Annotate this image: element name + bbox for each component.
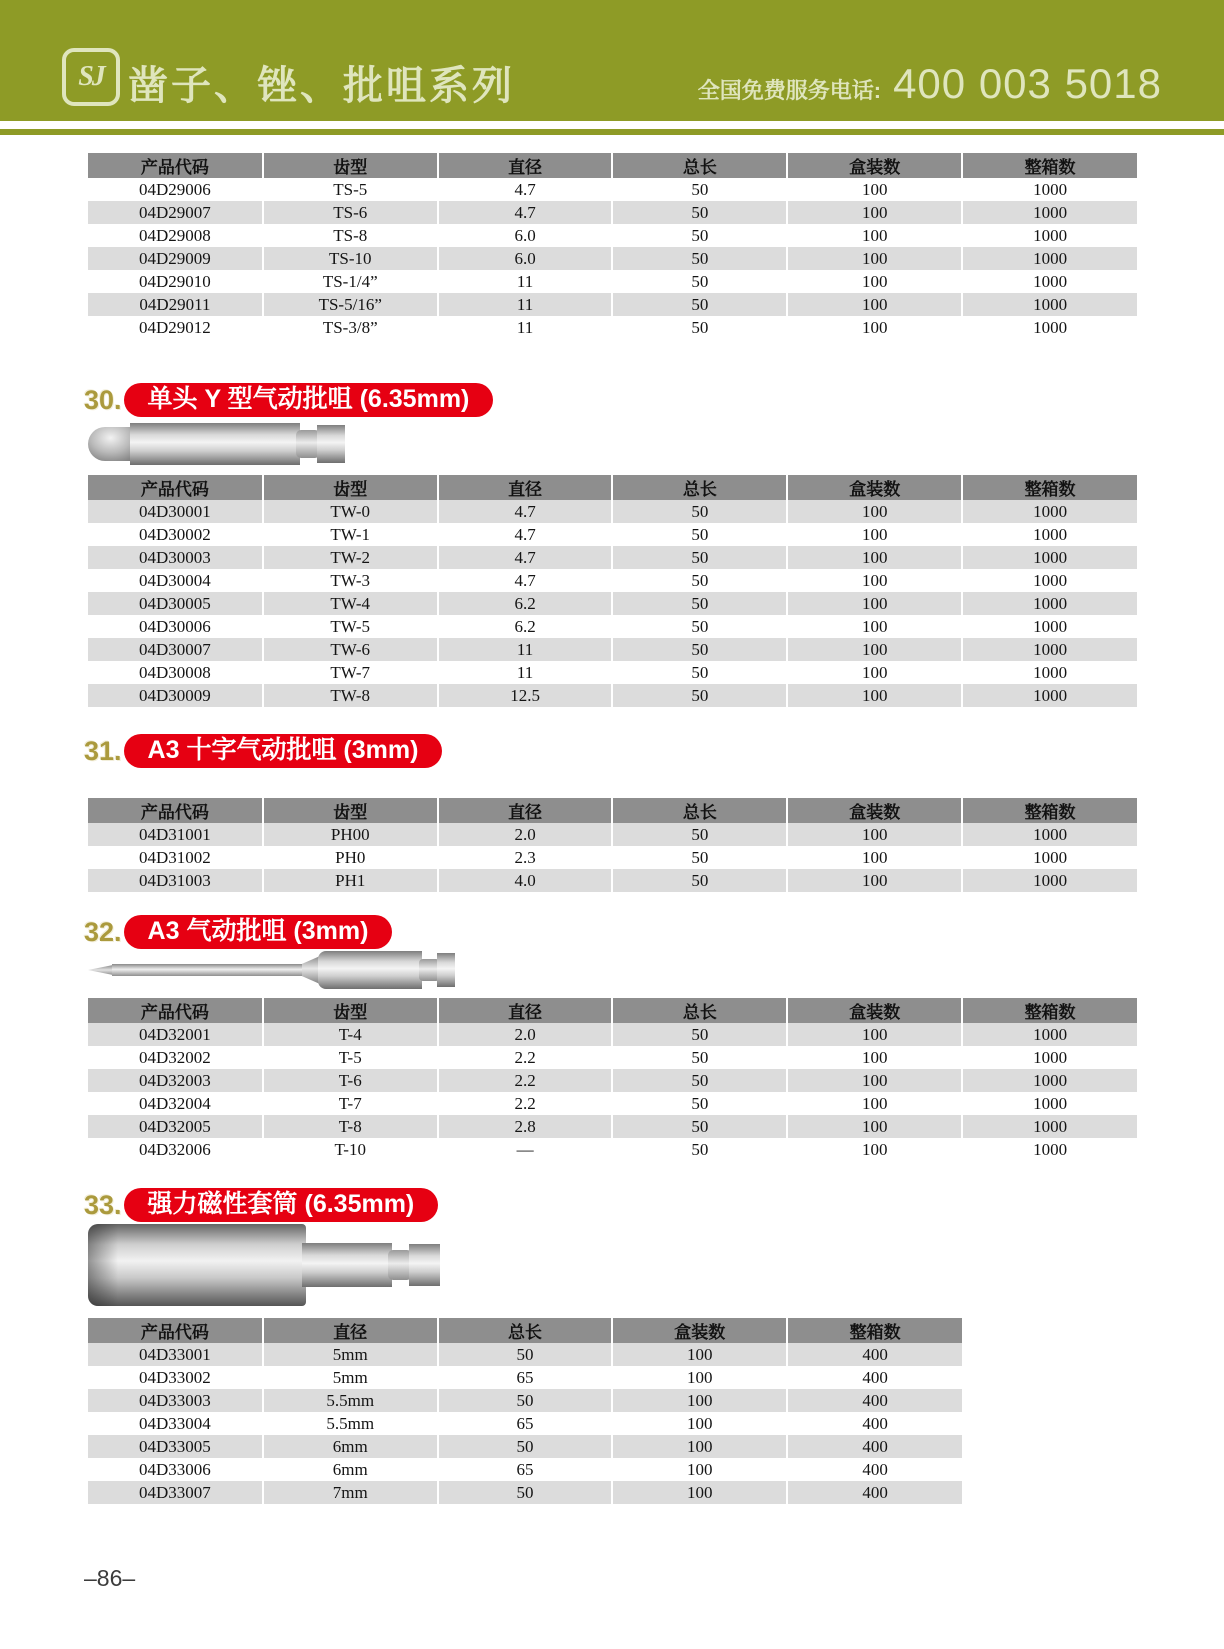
- table-header-cell: 盒装数: [787, 798, 962, 823]
- table-cell: 50: [612, 500, 787, 523]
- table-cell: 50: [612, 546, 787, 569]
- table-cell: 400: [787, 1412, 962, 1435]
- table-cell: 11: [438, 270, 613, 293]
- table-cell: 5.5mm: [263, 1389, 438, 1412]
- table-cell: TW-4: [263, 592, 438, 615]
- table-cell: 04D32002: [139, 1047, 211, 1067]
- table-row: [88, 661, 1137, 684]
- table-cell: 1000: [962, 846, 1137, 869]
- table-cell: 4.7: [438, 569, 613, 592]
- table-header-cell: 直径: [263, 1318, 438, 1343]
- table-cell: 50: [612, 592, 787, 615]
- table-cell: T-5: [263, 1046, 438, 1069]
- table-cell: 400: [787, 1481, 962, 1504]
- table-cell: 2.8: [438, 1115, 613, 1138]
- table-cell: 04D32003: [88, 1069, 263, 1092]
- table-header-cell: 盒装数: [787, 475, 962, 500]
- table-cell: 04D32005: [88, 1115, 263, 1138]
- table-cell: 04D29007: [88, 201, 263, 224]
- table-cell: 04D31002: [139, 847, 211, 867]
- table-cell: 50: [612, 1115, 787, 1138]
- table-row: [88, 638, 1137, 661]
- table-header-cell: 总长: [612, 998, 787, 1023]
- table-row: [88, 846, 1137, 869]
- table-cell: 1000: [962, 638, 1137, 661]
- table-cell: 4.7: [438, 523, 613, 546]
- table-row: [88, 546, 1137, 569]
- table-row: [88, 1458, 962, 1481]
- table-row: [88, 293, 1137, 316]
- table-header-cell: 产品代码: [88, 798, 263, 823]
- section-heading: [84, 384, 493, 416]
- table-row: [88, 1115, 1137, 1138]
- table-cell: PH00: [263, 823, 438, 846]
- table-cell: 100: [612, 1481, 787, 1504]
- table-header-cell: 整箱数: [962, 475, 1137, 500]
- table-row: [88, 592, 1137, 615]
- table-cell: 6.0: [438, 224, 613, 247]
- product-image-magnetic-socket: [88, 1224, 440, 1306]
- table-row: [88, 1138, 1137, 1161]
- table-cell: 04D33006: [139, 1459, 211, 1479]
- table-cell: T-7: [263, 1092, 438, 1115]
- table-header-cell: 齿型: [263, 798, 438, 823]
- table-cell: 11: [438, 316, 613, 339]
- section-number: 32.: [84, 916, 122, 947]
- table-row: [88, 1092, 1137, 1115]
- table-cell: 04D33007: [88, 1481, 263, 1504]
- table-cell: 400: [787, 1389, 962, 1412]
- table-cell: 50: [612, 178, 787, 201]
- table-row: [88, 500, 1137, 523]
- brand-logo-text: SJ: [78, 61, 104, 92]
- table-header-cell: 总长: [438, 1318, 613, 1343]
- table-cell: 1000: [962, 1092, 1137, 1115]
- table-cell: 1000: [962, 823, 1137, 846]
- table-cell: 50: [612, 201, 787, 224]
- table-cell: TW-2: [263, 546, 438, 569]
- table-row: [88, 1389, 962, 1412]
- table-cell: 1000: [962, 316, 1137, 339]
- table-cell: 100: [612, 1343, 787, 1366]
- table-cell: 2.2: [438, 1092, 613, 1115]
- table-cell: 04D29010: [139, 271, 211, 291]
- table-cell: TW-0: [263, 500, 438, 523]
- table-row: [88, 523, 1137, 546]
- table-cell: PH0: [263, 846, 438, 869]
- table-cell: TS-10: [263, 247, 438, 270]
- table-cell: T-4: [263, 1023, 438, 1046]
- table-cell: TS-1/4”: [263, 270, 438, 293]
- table-cell: 100: [787, 846, 962, 869]
- table-cell: 65: [438, 1458, 613, 1481]
- table-cell: TW-6: [263, 638, 438, 661]
- table-cell: 50: [612, 1138, 787, 1161]
- table-cell: 1000: [962, 661, 1137, 684]
- table-cell: 400: [787, 1343, 962, 1366]
- table-cell: 04D33005: [88, 1435, 263, 1458]
- table-header-cell: 产品代码: [88, 475, 263, 500]
- table-cell: 100: [787, 224, 962, 247]
- section-heading: [84, 1189, 438, 1221]
- table-header-cell: 直径: [438, 475, 613, 500]
- table-cell: 50: [612, 869, 787, 892]
- table-cell: TS-8: [263, 224, 438, 247]
- table-cell: 1000: [962, 1115, 1137, 1138]
- table-cell: T-8: [263, 1115, 438, 1138]
- table-header-cell: 直径: [438, 153, 613, 178]
- table-cell: 1000: [962, 569, 1137, 592]
- table-header-cell: 齿型: [263, 153, 438, 178]
- product-image-y-type-pneumatic-bit: [88, 423, 345, 465]
- table-cell: 100: [787, 638, 962, 661]
- table-cell: 04D29008: [139, 225, 211, 245]
- table-cell: 1000: [962, 1138, 1137, 1161]
- table-cell: 50: [612, 1046, 787, 1069]
- table-cell: 100: [787, 270, 962, 293]
- table-cell: 1000: [962, 592, 1137, 615]
- table-header-cell: 盒装数: [787, 153, 962, 178]
- table-cell: 50: [438, 1343, 613, 1366]
- table-cell: TW-8: [263, 684, 438, 707]
- table-cell: 04D30005: [88, 592, 263, 615]
- table-cell: 2.2: [438, 1069, 613, 1092]
- table-row: [88, 1366, 962, 1389]
- table-cell: 50: [612, 523, 787, 546]
- table-cell: TS-6: [263, 201, 438, 224]
- table-cell: 100: [787, 1092, 962, 1115]
- table-header-cell: 总长: [612, 153, 787, 178]
- table-cell: 04D29012: [139, 317, 211, 337]
- table-cell: 100: [787, 546, 962, 569]
- table-cell: 4.7: [438, 500, 613, 523]
- table-cell: 04D30002: [139, 524, 211, 544]
- table-cell: 50: [612, 661, 787, 684]
- table-cell: 50: [612, 247, 787, 270]
- table-row: [88, 1412, 962, 1435]
- table-cell: 7mm: [263, 1481, 438, 1504]
- table-header-cell: 整箱数: [787, 1318, 962, 1343]
- table-row: [88, 1069, 1137, 1092]
- table-cell: 100: [787, 1069, 962, 1092]
- table-cell: 1000: [962, 869, 1137, 892]
- table-cell: 50: [612, 270, 787, 293]
- table-cell: 1000: [962, 546, 1137, 569]
- table-cell: 400: [787, 1458, 962, 1481]
- table-cell: 1000: [962, 1069, 1137, 1092]
- table-cell: 50: [612, 684, 787, 707]
- table-cell: 100: [787, 823, 962, 846]
- table-cell: 100: [787, 201, 962, 224]
- table-cell: TW-5: [263, 615, 438, 638]
- table-cell: 1000: [962, 615, 1137, 638]
- section-title-pill: 强力磁性套筒 (6.35mm): [124, 1188, 439, 1222]
- table-cell: 04D31001: [88, 823, 263, 846]
- table-cell: 400: [787, 1435, 962, 1458]
- product-image-torx-pneumatic-bit: [88, 951, 455, 989]
- table-header-cell: 整箱数: [962, 153, 1137, 178]
- table-cell: 04D33004: [139, 1413, 211, 1433]
- table-cell: 2.2: [438, 1046, 613, 1069]
- table-row: [88, 1343, 962, 1366]
- table-cell: 04D30008: [139, 662, 211, 682]
- table-cell: 04D32001: [88, 1023, 263, 1046]
- table-cell: 1000: [962, 523, 1137, 546]
- table-cell: 1000: [962, 500, 1137, 523]
- table-header-cell: 总长: [612, 475, 787, 500]
- table-cell: TS-5: [263, 178, 438, 201]
- table-cell: TW-7: [263, 661, 438, 684]
- table-cell: 100: [787, 869, 962, 892]
- table-cell: 04D30007: [88, 638, 263, 661]
- table-row: [88, 1023, 1137, 1046]
- table-header-cell: 产品代码: [88, 153, 263, 178]
- table-cell: 04D29009: [88, 247, 263, 270]
- table-cell: 400: [787, 1366, 962, 1389]
- table-cell: 100: [787, 178, 962, 201]
- table-header-cell: 总长: [612, 798, 787, 823]
- section-number: 30.: [84, 384, 122, 415]
- table-header-cell: 直径: [438, 998, 613, 1023]
- table-cell: 1000: [962, 1046, 1137, 1069]
- table-row: [88, 178, 1137, 201]
- table-row: [88, 247, 1137, 270]
- table-cell: 65: [438, 1366, 613, 1389]
- table-cell: 11: [438, 638, 613, 661]
- table-cell: TW-3: [263, 569, 438, 592]
- table-header-cell: 整箱数: [962, 998, 1137, 1023]
- page-number: –86–: [84, 1565, 136, 1591]
- section-title-pill: A3 气动批咀 (3mm): [124, 915, 393, 949]
- table-cell: 50: [612, 293, 787, 316]
- table-cell: 6mm: [263, 1435, 438, 1458]
- service-phone: [698, 60, 1162, 108]
- table-cell: 6.2: [438, 615, 613, 638]
- table-row: [88, 270, 1137, 293]
- table-header-cell: 盒装数: [787, 998, 962, 1023]
- table-cell: 100: [787, 661, 962, 684]
- product-table: [88, 798, 1137, 892]
- table-cell: 65: [438, 1412, 613, 1435]
- table-cell: 50: [612, 638, 787, 661]
- page-title: 凿子、锉、批咀系列: [128, 64, 515, 108]
- table-cell: 5mm: [263, 1366, 438, 1389]
- table-row: [88, 615, 1137, 638]
- table-header-cell: 盒装数: [612, 1318, 787, 1343]
- table-cell: TS-3/8”: [263, 316, 438, 339]
- table-cell: TS-5/16”: [263, 293, 438, 316]
- table-cell: 100: [612, 1366, 787, 1389]
- table-row: [88, 224, 1137, 247]
- table-header-cell: 整箱数: [962, 798, 1137, 823]
- table-cell: 100: [787, 1115, 962, 1138]
- section-number: 33.: [84, 1189, 122, 1220]
- table-cell: 11: [438, 661, 613, 684]
- table-cell: 1000: [962, 270, 1137, 293]
- table-header-cell: 直径: [438, 798, 613, 823]
- table-cell: 04D29006: [139, 179, 211, 199]
- table-cell: 1000: [962, 1023, 1137, 1046]
- table-cell: 12.5: [438, 684, 613, 707]
- table-cell: 04D31003: [88, 869, 263, 892]
- table-cell: 50: [438, 1389, 613, 1412]
- table-cell: 50: [612, 615, 787, 638]
- table-cell: 50: [438, 1481, 613, 1504]
- section-title-pill: A3 十字气动批咀 (3mm): [124, 734, 443, 768]
- table-cell: 6mm: [263, 1458, 438, 1481]
- product-table: [88, 153, 1137, 339]
- table-cell: 1000: [962, 684, 1137, 707]
- phone-number: 400 003 5018: [893, 60, 1162, 107]
- table-cell: 1000: [962, 247, 1137, 270]
- table-cell: 100: [787, 293, 962, 316]
- table-row: [88, 1481, 962, 1504]
- table-cell: 100: [787, 523, 962, 546]
- table-cell: 1000: [962, 201, 1137, 224]
- table-cell: 4.7: [438, 201, 613, 224]
- table-cell: —: [438, 1138, 613, 1161]
- table-cell: 04D30001: [88, 500, 263, 523]
- table-cell: 1000: [962, 293, 1137, 316]
- table-cell: 100: [787, 247, 962, 270]
- table-cell: 2.0: [438, 1023, 613, 1046]
- table-cell: 04D33001: [88, 1343, 263, 1366]
- table-cell: 4.7: [438, 178, 613, 201]
- table-cell: 100: [787, 569, 962, 592]
- table-cell: 100: [787, 615, 962, 638]
- table-cell: 2.3: [438, 846, 613, 869]
- table-header-cell: 产品代码: [88, 998, 263, 1023]
- product-table: [88, 998, 1137, 1161]
- table-cell: 100: [787, 1023, 962, 1046]
- table-cell: 100: [787, 684, 962, 707]
- table-cell: PH1: [263, 869, 438, 892]
- table-cell: 2.0: [438, 823, 613, 846]
- table-cell: 100: [612, 1389, 787, 1412]
- table-row: [88, 1046, 1137, 1069]
- table-cell: 6.0: [438, 247, 613, 270]
- table-cell: 04D30006: [139, 616, 211, 636]
- table-header-cell: 齿型: [263, 475, 438, 500]
- table-cell: TW-1: [263, 523, 438, 546]
- table-cell: 100: [787, 500, 962, 523]
- table-cell: 100: [612, 1435, 787, 1458]
- table-cell: 50: [612, 846, 787, 869]
- table-cell: 04D30009: [88, 684, 263, 707]
- table-cell: 04D30003: [88, 546, 263, 569]
- table-cell: 1000: [962, 224, 1137, 247]
- table-cell: 04D33002: [139, 1367, 211, 1387]
- table-cell: 50: [612, 316, 787, 339]
- phone-label: 全国免费服务电话:: [697, 78, 882, 103]
- brand-logo: [62, 48, 120, 106]
- table-row: [88, 201, 1137, 224]
- table-cell: 100: [787, 1046, 962, 1069]
- table-cell: 04D33003: [88, 1389, 263, 1412]
- table-header-cell: 齿型: [263, 998, 438, 1023]
- section-heading: [84, 916, 392, 948]
- table-cell: 50: [612, 1092, 787, 1115]
- table-cell: T-10: [263, 1138, 438, 1161]
- table-cell: 1000: [962, 178, 1137, 201]
- table-header-cell: 产品代码: [88, 1318, 263, 1343]
- section-title-pill: 单头 Y 型气动批咀 (6.35mm): [124, 383, 494, 417]
- table-cell: 100: [787, 592, 962, 615]
- table-cell: 5.5mm: [263, 1412, 438, 1435]
- table-cell: 50: [612, 569, 787, 592]
- section-number: 31.: [84, 735, 122, 766]
- table-cell: 04D32006: [139, 1139, 211, 1159]
- table-row: [88, 569, 1137, 592]
- table-cell: 5mm: [263, 1343, 438, 1366]
- table-cell: 4.7: [438, 546, 613, 569]
- table-row: [88, 316, 1137, 339]
- table-cell: 04D29011: [88, 293, 263, 316]
- table-cell: 50: [612, 1023, 787, 1046]
- table-cell: 4.0: [438, 869, 613, 892]
- table-cell: 100: [612, 1412, 787, 1435]
- table-cell: 100: [787, 316, 962, 339]
- table-cell: 6.2: [438, 592, 613, 615]
- table-cell: 04D30004: [139, 570, 211, 590]
- table-cell: 04D32004: [139, 1093, 211, 1113]
- table-row: [88, 1435, 962, 1458]
- table-cell: 50: [438, 1435, 613, 1458]
- table-cell: 11: [438, 293, 613, 316]
- table-row: [88, 823, 1137, 846]
- table-cell: 100: [612, 1458, 787, 1481]
- table-cell: T-6: [263, 1069, 438, 1092]
- table-cell: 50: [612, 224, 787, 247]
- table-row: [88, 684, 1137, 707]
- accent-stripe: [0, 129, 1224, 135]
- table-row: [88, 869, 1137, 892]
- table-cell: 100: [787, 1138, 962, 1161]
- table-cell: 50: [612, 1069, 787, 1092]
- section-heading: [84, 735, 442, 767]
- product-table: [88, 1318, 962, 1504]
- product-table: [88, 475, 1137, 707]
- table-cell: 50: [612, 823, 787, 846]
